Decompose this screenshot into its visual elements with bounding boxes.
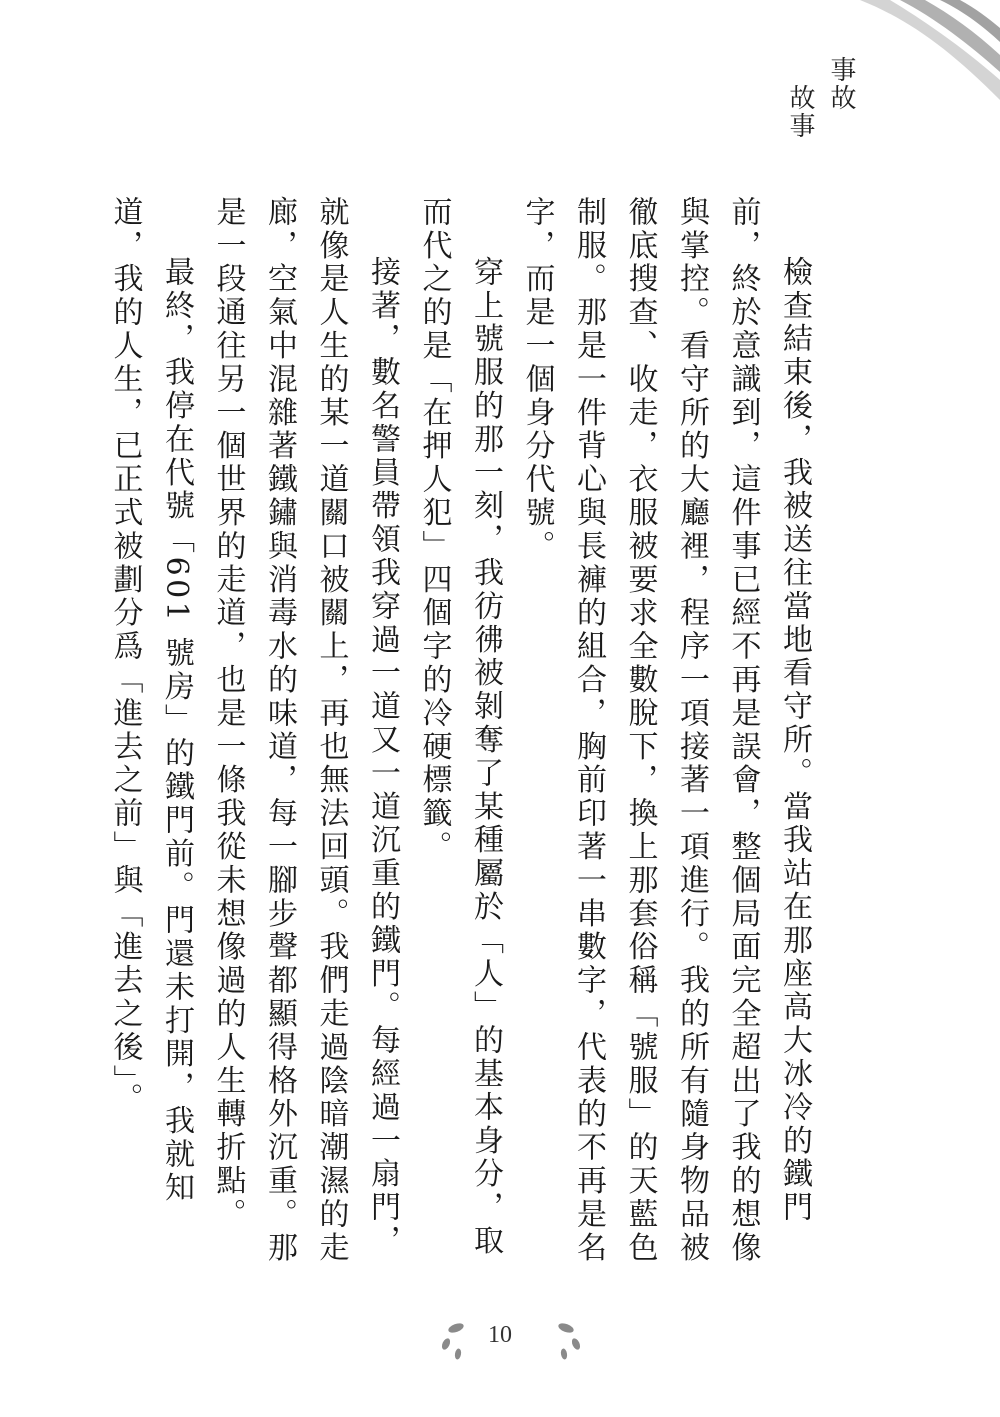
page-number: 10 [488,1322,512,1348]
running-header [782,56,860,140]
left-petal-ornament-icon [434,1318,484,1368]
header-title-col-1: 事故 [826,56,856,112]
paragraph-3: 接著，數名警員帶領我穿過一道又一道沉重的鐵門。每經過一扇門，就像是人生的某一道關口被關上，再也無法回頭。我們走過陰暗潮濕的走廊，空氣中混雜著鐵鏽與消毒水的味道，每一腳步聲都顯得格外沉重。那是一段通往另一個世界的走道，也是一條我從未想像過的人生轉折點。 [210,196,400,1265]
body-text [99,196,820,1266]
paragraph-4: 最終，我停在代號「601 號房」的鐵門前。門還未打開，我就知道，我的人生，已正式被劃分爲「進去之前」與「進去之後」。 [107,196,194,1205]
right-petal-ornament-icon [538,1318,588,1368]
paragraph-1: 檢查結束後，我被送往當地看守所。當我站在那座高大冰冷的鐵門前，終於意識到，這件事已經不再是誤會，整個局面完全超出了我的想像與掌控。看守所的大廳裡，程序一項接著一項進行。我的所有隨身物品被徹底搜查、收走，衣服被要求全數脫下，換上那套俗稱「號服」的天藍色制服。那是一件背心與長褲的組合，胸前印著一串數字，代表的不再是名字，而是一個身分代號。 [519,196,812,1265]
corner-swoosh-decoration [840,0,1000,110]
paragraph-2: 穿上號服的那一刻，我彷彿被剝奪了某種屬於「人」的基本身分，取而代之的是「在押人犯」四個字的冷硬標籤。 [416,196,503,1258]
page-footer [0,1318,1000,1368]
header-title-col-2: 故事 [785,84,815,140]
